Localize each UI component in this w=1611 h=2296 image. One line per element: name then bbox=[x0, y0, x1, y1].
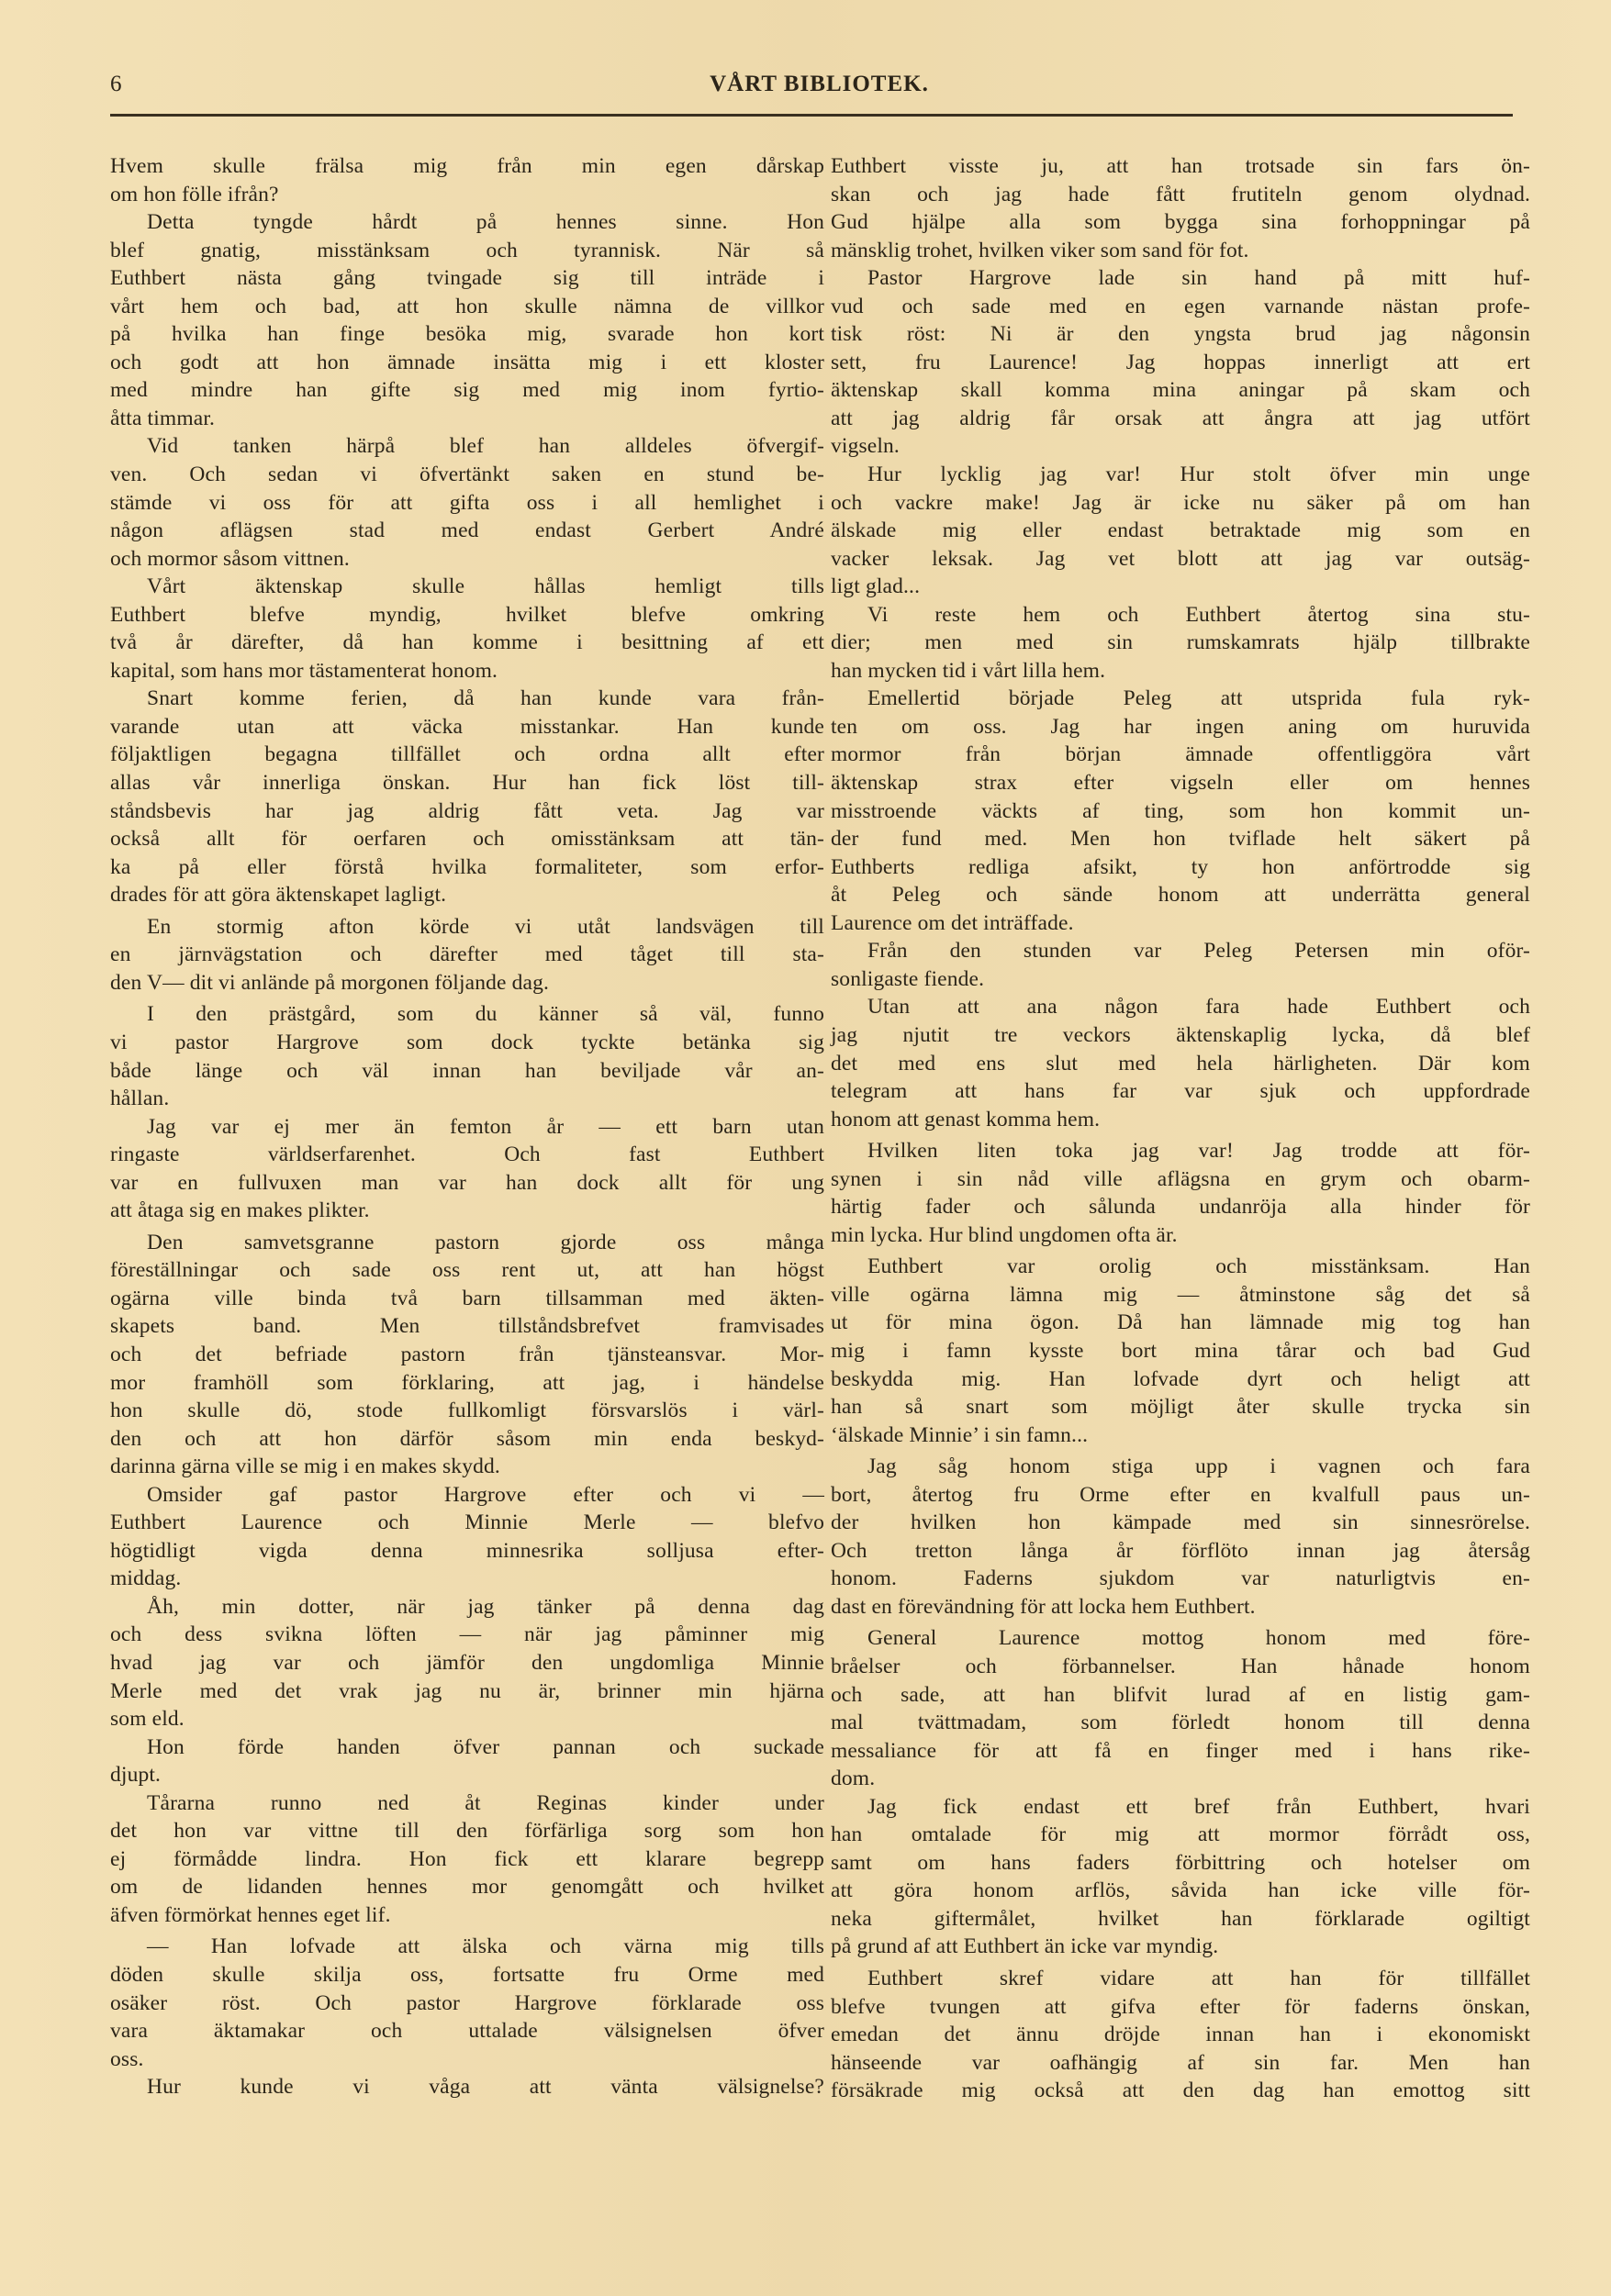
text-line: mig i famn kysste bort mina tårar och bad Gud bbox=[831, 1338, 1530, 1363]
text-line: om hon fölle ifrån? bbox=[110, 182, 279, 206]
text-line: Hon förde handen öfver pannan och suckade bbox=[147, 1734, 824, 1759]
text-line: ogärna ville binda två barn tillsamman med äkten- bbox=[110, 1286, 824, 1310]
text-line: Jag fick endast ett bref från Euthbert, hvari bbox=[867, 1794, 1530, 1819]
text-line: skapets band. Men tillståndsbrefvet framvisades bbox=[110, 1314, 824, 1339]
text-line: att göra honom arflös, såvida han icke ville för- bbox=[831, 1878, 1530, 1903]
text-line: sonligaste fiende. bbox=[831, 966, 985, 991]
text-line: Euthbert blefve myndig, hvilket blefve omkring bbox=[110, 602, 824, 627]
text-line: Euthbert skref vidare att han för tillfället bbox=[867, 1967, 1530, 1990]
text-line: Hvilken liten toka jag var! Jag trodde att för- bbox=[867, 1139, 1530, 1164]
text-line: samt om hans faders förbittring och hotelser om bbox=[831, 1850, 1530, 1875]
text-line: I den prästgård, som du känner så väl, funno bbox=[147, 1002, 824, 1027]
text-line: hänseende var oafhängig af sin far. Men han bbox=[831, 2050, 1530, 2075]
text-line: Utan att ana någon fara hade Euthbert och bbox=[867, 995, 1530, 1020]
text-line: Från den stunden var Peleg Petersen min oför- bbox=[867, 939, 1530, 964]
text-line: föreställningar och sade oss rent ut, att han högst bbox=[110, 1258, 824, 1283]
text-line: att åtaga sig en makes plikter. bbox=[110, 1198, 370, 1223]
text-line: mal tvättmadam, som förledt honom till denna bbox=[831, 1711, 1530, 1735]
text-line: äktenskap strax efter vigseln eller om hennes bbox=[831, 771, 1530, 796]
text-line: två år därefter, då han komme i besittning af ett bbox=[110, 630, 824, 655]
right-column bbox=[831, 152, 1530, 2105]
text-line: der fund med. Men hon tviflade helt säkert på bbox=[831, 827, 1530, 852]
text-line: åt Peleg och sände honom att underrätta general bbox=[831, 883, 1530, 908]
text-line: Vårt äktenskap skulle hållas hemligt tills bbox=[147, 574, 824, 599]
publication-title: VÅRT BIBLIOTEK. bbox=[710, 72, 929, 96]
text-line: Hvem skulle frälsa mig från min egen dårskap bbox=[110, 154, 824, 178]
text-line: ligt glad... bbox=[831, 574, 921, 599]
text-line: mormor från början ämnade offentliggöra vårt bbox=[831, 742, 1530, 767]
text-line: Euthberts redliga afsikt, ty hon anförtrodde sig bbox=[831, 854, 1530, 879]
text-line: ej förmådde lindra. Hon fick ett klarare begrepp bbox=[110, 1846, 824, 1871]
text-line: den V— dit vi anlände på morgonen följande dag. bbox=[110, 970, 550, 995]
text-line: högtidligt vigda denna minnesrika solljusa efter- bbox=[110, 1538, 824, 1563]
text-line: Tårarna runno ned åt Reginas kinder under bbox=[147, 1790, 824, 1815]
text-line: den och att hon därför såsom min enda beskyd- bbox=[110, 1426, 824, 1451]
text-line: Hur kunde vi våga att vänta välsignelse? bbox=[147, 2075, 824, 2100]
text-line: han så snart som möjligt åter skulle trycka sin bbox=[831, 1395, 1530, 1420]
text-line: och mormor såsom vittnen. bbox=[110, 546, 350, 571]
text-line: Vid tanken härpå blef han alldeles öfvergif- bbox=[147, 434, 824, 459]
text-line: Merle med det vrak jag nu är, brinner min hjärna bbox=[110, 1678, 824, 1703]
text-line: blefve tvungen att gifva efter för faderns önskan, bbox=[831, 1994, 1530, 2019]
text-line: älskade mig eller endast betraktade mig som en bbox=[831, 518, 1530, 543]
text-line: Jag såg honom stiga upp i vagnen och fara bbox=[867, 1455, 1530, 1479]
text-line: der hvilken hon kämpade med sin sinnesrörelse. bbox=[831, 1510, 1530, 1535]
text-line: Omsider gaf pastor Hargrove efter och vi — bbox=[147, 1482, 824, 1507]
text-line: honom. Faderns sjukdom var naturligtvis en- bbox=[831, 1566, 1530, 1591]
text-line: dom. bbox=[831, 1767, 876, 1791]
text-line: vud och sade med en egen varnande nästan profe- bbox=[831, 294, 1530, 318]
text-line: Laurence om det inträffade. bbox=[831, 910, 1074, 935]
text-line: och vackre make! Jag är icke nu säker på om han bbox=[831, 490, 1530, 515]
text-line: osäker röst. Och pastor Hargrove förklarade oss bbox=[110, 1990, 824, 2015]
text-line: Hur lycklig jag var! Hur stolt öfver min unge bbox=[867, 463, 1530, 487]
text-line: General Laurence mottog honom med före- bbox=[867, 1626, 1530, 1651]
text-line: hon skulle dö, stode fullkomligt försvarslös i värl- bbox=[110, 1399, 824, 1423]
text-line: med mindre han gifte sig med mig inom fyrtio- bbox=[110, 378, 824, 403]
text-line: som eld. bbox=[110, 1707, 185, 1732]
left-column bbox=[110, 152, 824, 2101]
text-line: Euthbert nästa gång tvingade sig till inträde i bbox=[110, 266, 824, 291]
text-line: telegram att hans far var sjuk och uppfordrade bbox=[831, 1079, 1530, 1104]
text-line: blef gnatig, misstänksam och tyrannisk. När så bbox=[110, 238, 824, 262]
text-line: drades för att göra äktenskapet lagligt. bbox=[110, 883, 447, 908]
text-line: djupt. bbox=[110, 1763, 162, 1788]
text-line: var en fullvuxen man var han dock allt för ung bbox=[110, 1170, 824, 1195]
text-line: Pastor Hargrove lade sin hand på mitt huf- bbox=[867, 266, 1530, 291]
text-line: vårt hem och bad, att hon skulle nämna de villkor bbox=[110, 294, 824, 318]
text-line: och det befriade pastorn från tjänsteansvar. Mor- bbox=[110, 1342, 824, 1366]
text-line: vi pastor Hargrove som dock tyckte betänka sig bbox=[110, 1030, 824, 1054]
text-line: Vi reste hem och Euthbert återtog sina stu- bbox=[867, 602, 1530, 627]
text-line: darinna gärna ville se mig i en makes skydd. bbox=[110, 1455, 500, 1479]
text-line: ven. Och sedan vi öfvertänkt saken en stund be- bbox=[110, 463, 824, 487]
text-line: både länge och väl innan han beviljade vår an- bbox=[110, 1058, 824, 1083]
text-line: skan och jag hade fått frutiteln genom olydnad. bbox=[831, 182, 1530, 206]
text-line: ringaste världserfarenhet. Och fast Euthbert bbox=[110, 1142, 824, 1167]
text-line: ville ogärna lämna mig — åtminstone såg det så bbox=[831, 1282, 1530, 1307]
text-line: Gud hjälpe alla som bygga sina forhoppningar på bbox=[831, 210, 1530, 235]
text-line: Och tretton långa år förflöto innan jag återsåg bbox=[831, 1538, 1530, 1563]
text-line: Jag var ej mer än femton år — ett barn utan bbox=[147, 1114, 824, 1139]
text-line: vara äktamakar och uttalade välsignelsen öfver bbox=[110, 2019, 824, 2044]
text-line: det hon var vittne till den förfärliga sorg som hon bbox=[110, 1819, 824, 1844]
text-line: Åh, min dotter, när jag tänker på denna dag bbox=[147, 1594, 824, 1619]
text-line: allas vår innerliga önskan. Hur han fick löst till- bbox=[110, 771, 824, 796]
text-line: hvad jag var och jämför den ungdomliga Minnie bbox=[110, 1650, 824, 1675]
text-line: och godt att hon ämnade insätta mig i ett kloster bbox=[110, 350, 824, 374]
text-line: honom att genast komma hem. bbox=[831, 1107, 1101, 1131]
text-line: Snart komme ferien, då han kunde vara från- bbox=[147, 686, 824, 711]
text-line: hållan. bbox=[110, 1087, 170, 1111]
text-line: kapital, som hans mor tästamenterat honom. bbox=[110, 658, 498, 683]
text-line: ut för mina ögon. Då han lämnade mig tog han bbox=[831, 1310, 1530, 1335]
text-line: vacker leksak. Jag vet blott att jag var outsäg- bbox=[831, 546, 1530, 571]
text-line: Euthbert visste ju, att han trotsade sin fars ön- bbox=[831, 154, 1530, 178]
text-line: mor framhöll som förklaring, att jag, i händelse bbox=[110, 1370, 824, 1395]
text-line: åtta timmar. bbox=[110, 406, 216, 430]
text-line: ståndsbevis har jag aldrig fått veta. Jag var bbox=[110, 798, 824, 823]
text-line: ka på eller förstå hvilka formaliteter, som erfor- bbox=[110, 854, 824, 879]
text-line: någon aflägsen stad med endast Gerbert André bbox=[110, 518, 824, 543]
text-line: messaliance för att få en finger med i hans rike- bbox=[831, 1738, 1530, 1763]
text-line: ‘älskade Minnie’ i sin famn... bbox=[831, 1422, 1089, 1447]
text-line: följaktligen begagna tillfället och ordna allt efter bbox=[110, 742, 824, 767]
text-line: beskydda mig. Han lofvade dyrt och heligt att bbox=[831, 1366, 1530, 1391]
text-line: sett, fru Laurence! Jag hoppas innerligt att ert bbox=[831, 350, 1530, 374]
text-line: försäkrade mig också att den dag han emottog sitt bbox=[831, 2079, 1530, 2103]
text-line: och sade, att han blifvit lurad af en listig gam- bbox=[831, 1682, 1530, 1707]
text-line: En stormig afton körde vi utåt landsvägen till bbox=[147, 914, 824, 939]
text-line: stämde vi oss för att gifta oss i all hemlighet i bbox=[110, 490, 824, 515]
text-line: äfven förmörkat hennes eget lif. bbox=[110, 1902, 391, 1927]
text-line: Den samvetsgranne pastorn gjorde oss många bbox=[147, 1230, 824, 1254]
text-line: emedan det ännu dröjde innan han i ekonomiskt bbox=[831, 2023, 1530, 2047]
text-line: misstroende väckts af ting, som hon kommit un- bbox=[831, 798, 1530, 823]
header-rule bbox=[110, 114, 1513, 117]
text-line: middag. bbox=[110, 1566, 182, 1591]
text-line: härtig fader och sålunda undanröja alla hinder för bbox=[831, 1195, 1530, 1220]
text-line: ten om oss. Jag har ingen aning om huruvida bbox=[831, 714, 1530, 739]
text-line: äktenskap skall komma mina aningar på skam och bbox=[831, 378, 1530, 403]
text-line: han mycken tid i vårt lilla hem. bbox=[831, 658, 1106, 683]
text-line: neka giftermålet, hvilket han förklarade ogiltigt bbox=[831, 1906, 1530, 1931]
text-line: Euthbert Laurence och Minnie Merle — blefvo bbox=[110, 1510, 824, 1535]
running-header bbox=[110, 72, 1528, 105]
text-line: oss. bbox=[110, 2046, 144, 2071]
text-line: bråelser och förbannelser. Han hånade honom bbox=[831, 1654, 1530, 1678]
text-line: tisk röst: Ni är den yngsta brud jag någonsin bbox=[831, 322, 1530, 347]
text-line: en järnvägstation och därefter med tåget till sta- bbox=[110, 942, 824, 967]
text-line: min lycka. Hur blind ungdomen ofta är. bbox=[831, 1222, 1178, 1247]
text-line: Emellertid började Peleg att utsprida fula ryk- bbox=[867, 686, 1530, 711]
text-line: Euthbert var orolig och misstänksam. Han bbox=[867, 1254, 1530, 1279]
text-line: på hvilka han finge besöka mig, svarade hon kort bbox=[110, 322, 824, 347]
text-line: dast en förevändning för att locka hem Euthbert. bbox=[831, 1594, 1256, 1619]
text-line: dier; men med sin rumskamrats hjälp tillbrakte bbox=[831, 630, 1530, 655]
text-line: att jag aldrig får orsak att ångra att jag utfört bbox=[831, 406, 1530, 430]
text-line: — Han lofvade att älska och värna mig tills bbox=[147, 1934, 824, 1959]
text-line: också allt för oerfaren och omisstänksam att tän- bbox=[110, 827, 824, 852]
text-line: Detta tyngde hårdt på hennes sinne. Hon bbox=[147, 210, 824, 235]
text-line: mänsklig trohet, hvilken viker som sand för fot. bbox=[831, 238, 1249, 262]
text-line: på grund af att Euthbert än icke var myndig. bbox=[831, 1934, 1219, 1959]
text-line: han omtalade för mig att mormor förrådt oss, bbox=[831, 1822, 1530, 1847]
text-line: jag njutit tre veckors äktenskaplig lycka, då blef bbox=[831, 1022, 1530, 1047]
text-line: synen i sin nåd ville aflägsna en grym och obarm- bbox=[831, 1166, 1530, 1191]
text-line: det med ens slut med hela härligheten. Där kom bbox=[831, 1051, 1530, 1076]
text-line: döden skulle skilja oss, fortsatte fru Orme med bbox=[110, 1963, 824, 1987]
text-line: bort, återtog fru Orme efter en kvalfull paus un- bbox=[831, 1482, 1530, 1507]
text-line: och dess svikna löften — när jag påminner mig bbox=[110, 1622, 824, 1647]
text-line: om de lidanden hennes mor genomgått och hvilket bbox=[110, 1875, 824, 1900]
text-line: vigseln. bbox=[831, 434, 900, 459]
text-line: varande utan att väcka misstankar. Han kunde bbox=[110, 714, 824, 739]
page-number: 6 bbox=[110, 72, 122, 96]
